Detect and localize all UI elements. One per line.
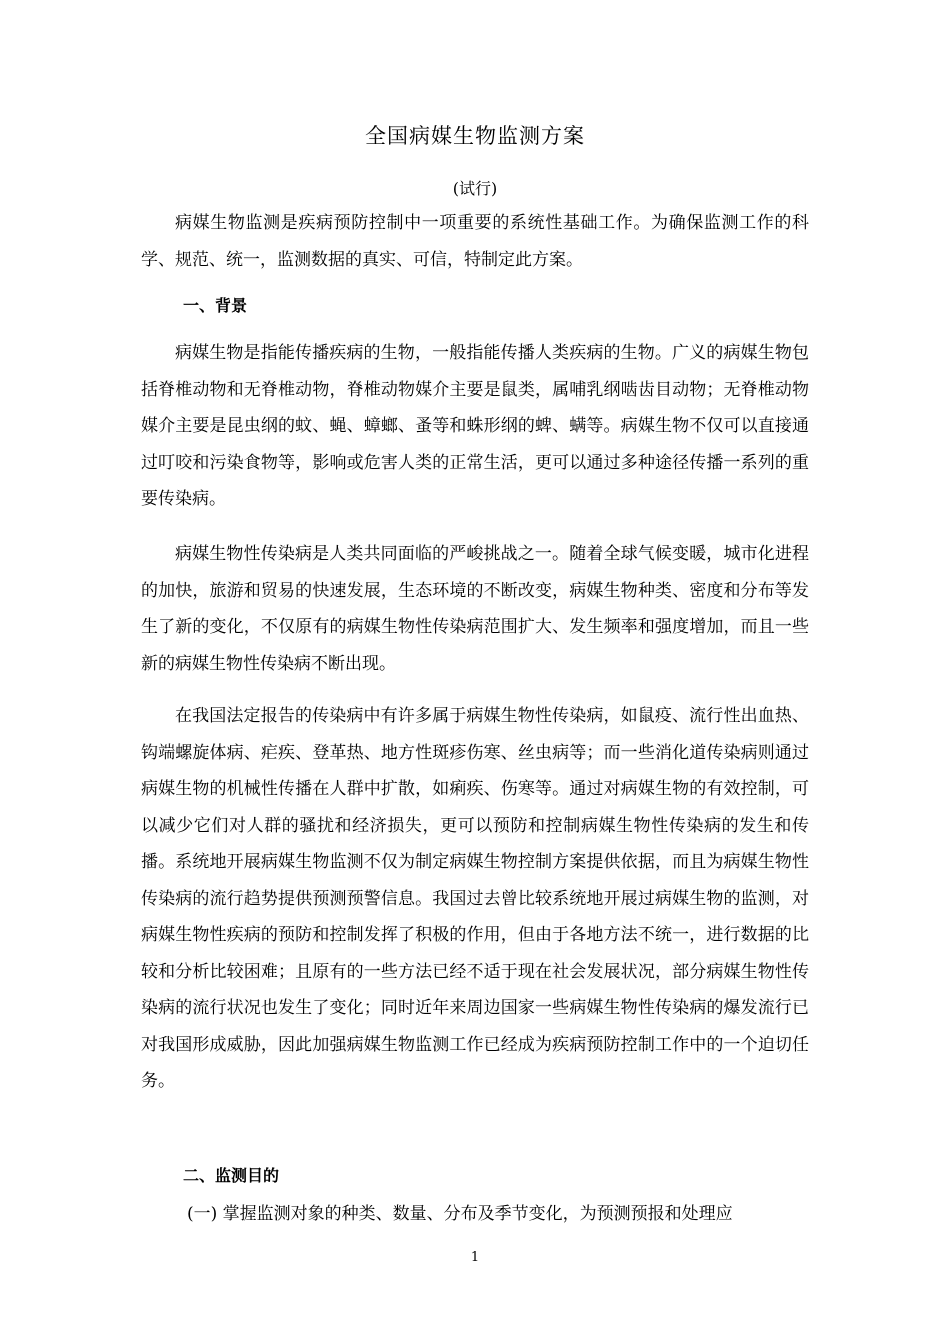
background-paragraph-1: 病媒生物是指能传播疾病的生物，一般指能传播人类疾病的生物。广义的病媒生物包括脊椎动物和无脊椎动物，脊椎动物媒介主要是鼠类，属哺乳纲啮齿目动物；无脊椎动物媒介主要是昆虫纲的蚊、蝇、蟑螂、蚤等和蛛形纲的蜱、螨等。病媒生物不仅可以直接通过叮咬和污染食物等，影响或危害人类的正常生活，更可以通过多种途径传播一系列的重要传染病。 bbox=[141, 343, 809, 509]
intro-paragraph: 病媒生物监测是疾病预防控制中一项重要的系统性基础工作。为确保监测工作的科学、规范、统一，监测数据的真实、可信，特制定此方案。 bbox=[141, 213, 809, 270]
background-paragraph-3: 在我国法定报告的传染病中有许多属于病媒生物性传染病，如鼠疫、流行性出血热、钩端螺旋体病、疟疾、登革热、地方性斑疹伤寒、丝虫病等；而一些消化道传染病则通过病媒生物的机械性传播在人群中扩散，如痢疾、伤寒等。通过对病媒生物的有效控制，可以减少它们对人群的骚扰和经济损失，更可以预防和控制病媒生物性传染病的发生和传播。系统地开展病媒生物监测不仅为制定病媒生物控制方案提供依据，而且为病媒生物性传染病的流行趋势提供预测预警信息。我国过去曾比较系统地开展过病媒生物的监测，对病媒生物性疾病的预防和控制发挥了积极的作用，但由于各地方法不统一，进行数据的比较和分析比较困难；且原有的一些方法已经不适于现在社会发展状况，部分病媒生物性传染病的流行状况也发生了变化；同时近年来周边国家一些病媒生物性传染病的爆发流行已对我国形成威胁，因此加强病媒生物监测工作已经成为疾病预防控制工作中的一个迫切任务。 bbox=[141, 706, 809, 1091]
document-title: 全国病媒生物监测方案 bbox=[365, 124, 585, 148]
page-number: 1 bbox=[470, 1250, 480, 1265]
document-subtitle: (试行) bbox=[452, 179, 498, 198]
section-heading-purpose: 二、监测目的 bbox=[183, 1166, 280, 1185]
purpose-item-1: (一) 掌握监测对象的种类、数量、分布及季节变化，为预测预报和处理应 bbox=[187, 1204, 733, 1224]
background-paragraph-2: 病媒生物性传染病是人类共同面临的严峻挑战之一。随着全球气候变暖，城市化进程的加快，旅游和贸易的快速发展，生态环境的不断改变，病媒生物种类、密度和分布等发生了新的变化，不仅原有的病媒生物性传染病范围扩大、发生频率和强度增加，而且一些新的病媒生物性传染病不断出现。 bbox=[141, 544, 809, 674]
section-heading-background: 一、背景 bbox=[183, 296, 248, 315]
